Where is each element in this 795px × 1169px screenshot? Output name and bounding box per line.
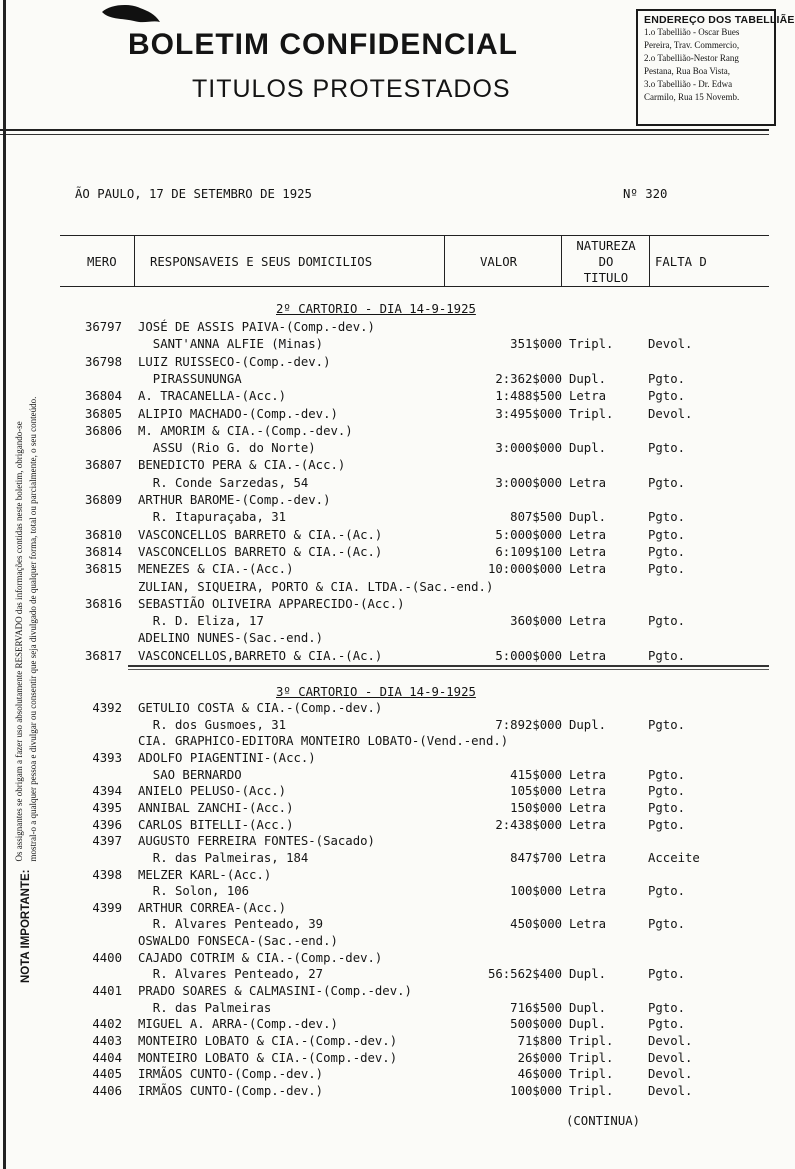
- address-line: Pestana, Rua Boa Vista,: [644, 66, 731, 76]
- entry-number: 4399: [92, 900, 122, 915]
- entry-value: 3:000$000: [495, 475, 562, 490]
- margin-note-line: Os assignantes se obrigam a fazer uso absolutamente RESERVADO das informações contidas neste boletim, obrigando-se: [14, 421, 24, 862]
- header-divider-thin: [0, 134, 769, 135]
- entry-name: R. dos Gusmoes, 31: [138, 717, 287, 732]
- address-line: 2.o Tabellião-Nestor Rang: [644, 53, 739, 63]
- table-row: [0, 562, 769, 578]
- entry-name: OSWALDO FONSECA-(Sac.-end.): [138, 934, 338, 949]
- table-row: [0, 701, 769, 717]
- table-row: [0, 1017, 769, 1033]
- entry-natureza: Letra: [569, 475, 607, 490]
- entry-natureza: Dupl.: [569, 510, 607, 525]
- entry-number: 4400: [92, 950, 122, 965]
- entry-value: 3:000$000: [495, 441, 562, 456]
- entry-name: CARLOS BITELLI-(Acc.): [138, 817, 294, 832]
- section-divider-thin: [128, 669, 769, 670]
- table-row: [0, 734, 769, 750]
- entry-number: 36807: [84, 458, 122, 473]
- entry-name: BENEDICTO PERA & CIA.-(Acc.): [138, 458, 346, 473]
- entry-value: 5:000$000: [495, 648, 562, 663]
- col-header-numero: MERO: [87, 255, 117, 269]
- table-row: [0, 649, 769, 665]
- entry-natureza: Letra: [569, 817, 607, 832]
- table-row: [0, 934, 769, 950]
- entry-natureza: Dupl.: [569, 967, 607, 982]
- table-row: [0, 528, 769, 544]
- entry-falta: Pgto.: [648, 1017, 686, 1032]
- table-row: [0, 355, 769, 371]
- margin-note-line: mostral-o a qualquer pessoa e divulgar ou consentir que seja divulgado de qualquer forma, total ou parcialmente, o seu conteúdo.: [28, 396, 38, 862]
- table-row: [0, 1084, 769, 1100]
- table-row: [0, 801, 769, 817]
- entry-name: R. das Palmeiras: [138, 1000, 272, 1015]
- entry-value: 56:562$400: [487, 967, 562, 982]
- column-divider: [561, 236, 562, 286]
- address-line: Carmilo, Rua 15 Novemb.: [644, 92, 740, 102]
- entry-falta: Pgto.: [648, 510, 686, 525]
- entry-number: 36798: [84, 354, 122, 369]
- table-row: [0, 851, 769, 867]
- entry-natureza: Dupl.: [569, 371, 607, 386]
- table-row: [0, 967, 769, 983]
- entry-value: 100$000: [510, 884, 562, 899]
- table-row: [0, 424, 769, 440]
- entry-name: R. Solon, 106: [138, 884, 250, 899]
- entry-number: 4405: [92, 1067, 122, 1082]
- entry-natureza: Letra: [569, 850, 607, 865]
- entry-falta: Pgto.: [648, 389, 686, 404]
- entry-natureza: Dupl.: [569, 1017, 607, 1032]
- entry-name: R. Alvares Penteado, 27: [138, 967, 324, 982]
- entry-value: 807$500: [510, 510, 562, 525]
- entry-falta: Pgto.: [648, 884, 686, 899]
- table-row: [0, 768, 769, 784]
- entry-falta: Acceite: [648, 850, 700, 865]
- entry-natureza: Letra: [569, 648, 607, 663]
- table-row: [0, 407, 769, 423]
- entry-number: 4401: [92, 984, 122, 999]
- entry-name: GETULIO COSTA & CIA.-(Comp.-dev.): [138, 701, 383, 715]
- entry-value: 6:109$100: [495, 544, 562, 559]
- section-divider: [128, 665, 769, 667]
- entry-name: VASCONCELLOS BARRETO & CIA.-(Ac.): [138, 544, 383, 559]
- entry-number: 4394: [92, 784, 122, 799]
- address-line: 1.o Tabellião - Oscar Bues: [644, 27, 740, 37]
- table-row: [0, 389, 769, 405]
- entry-natureza: Letra: [569, 784, 607, 799]
- table-row: [0, 784, 769, 800]
- entry-natureza: Tripl.: [569, 1083, 614, 1098]
- entry-value: 71$800: [517, 1034, 562, 1048]
- entry-natureza: Letra: [569, 562, 607, 577]
- addresses-title: ENDEREÇO DOS TABELLIÃE: [644, 14, 795, 26]
- entry-name: MONTEIRO LOBATO & CIA.-(Comp.-dev.): [138, 1050, 398, 1065]
- table-row: [0, 510, 769, 526]
- entry-value: 847$700: [510, 850, 562, 865]
- entry-name: ANIELO PELUSO-(Acc.): [138, 784, 287, 799]
- entry-number: 36806: [84, 423, 122, 438]
- table-row: [0, 320, 769, 336]
- entry-name: R. Conde Sarzedas, 54: [138, 475, 309, 490]
- entry-number: 36804: [84, 389, 122, 404]
- entry-name: ADELINO NUNES-(Sac.-end.): [138, 631, 324, 646]
- entry-falta: Pgto.: [648, 800, 686, 815]
- col-header-falta: FALTA D: [655, 255, 707, 269]
- entry-name: MONTEIRO LOBATO & CIA.-(Comp.-dev.): [138, 1034, 398, 1048]
- entry-value: 3:495$000: [495, 406, 562, 421]
- entry-name: ANNIBAL ZANCHI-(Acc.): [138, 800, 294, 815]
- table-row: [0, 337, 769, 353]
- entry-value: 351$000: [510, 337, 562, 352]
- entry-number: 36810: [84, 527, 122, 542]
- entry-name: VASCONCELLOS,BARRETO & CIA.-(Ac.): [138, 648, 383, 663]
- bulletin-title: BOLETIM CONFIDENCIAL: [128, 28, 518, 61]
- entry-natureza: Letra: [569, 800, 607, 815]
- entry-name: R. Alvares Penteado, 39: [138, 917, 324, 932]
- entry-value: 105$000: [510, 784, 562, 799]
- col-header-valor: VALOR: [480, 255, 518, 269]
- entry-number: 4403: [92, 1034, 122, 1048]
- entry-falta: Pgto.: [648, 614, 686, 629]
- table-row: [0, 868, 769, 884]
- entry-value: 100$000: [510, 1083, 562, 1098]
- table-header: [60, 235, 769, 287]
- column-divider: [649, 236, 650, 286]
- entry-name: SAO BERNARDO: [138, 767, 242, 782]
- entry-natureza: Letra: [569, 884, 607, 899]
- dateline: ÃO PAULO, 17 DE SETEMBRO DE 1925: [75, 187, 312, 201]
- table-row: [0, 818, 769, 834]
- entry-natureza: Tripl.: [569, 1034, 614, 1048]
- entry-falta: Pgto.: [648, 371, 686, 386]
- col-header-natureza: NATUREZA DO TITULO: [576, 239, 636, 285]
- entry-name: R. D. Eliza, 17: [138, 614, 264, 629]
- entry-name: ARTHUR BAROME-(Comp.-dev.): [138, 493, 331, 507]
- table-row: [0, 751, 769, 767]
- continua-label: (CONTINUA): [566, 1114, 641, 1128]
- entry-number: 4396: [92, 817, 122, 832]
- entry-number: 36814: [84, 544, 122, 559]
- column-divider: [444, 236, 445, 286]
- table-row: [0, 372, 769, 388]
- table-row: [0, 718, 769, 734]
- table-row: [0, 580, 769, 596]
- entry-value: 26$000: [517, 1050, 562, 1065]
- entry-natureza: Tripl.: [569, 337, 614, 352]
- entry-natureza: Tripl.: [569, 1050, 614, 1065]
- entry-name: SEBASTIÃO OLIVEIRA APPARECIDO-(Acc.): [138, 596, 405, 611]
- table-row: [0, 597, 769, 613]
- entry-name: IRMÃOS CUNTO-(Comp.-dev.): [138, 1067, 324, 1082]
- entry-natureza: Letra: [569, 917, 607, 932]
- entry-natureza: Letra: [569, 527, 607, 542]
- table-row: [0, 884, 769, 900]
- entry-name: A. TRACANELLA-(Acc.): [138, 389, 287, 404]
- entry-falta: Devol.: [648, 1034, 693, 1048]
- entry-falta: Devol.: [648, 1083, 693, 1098]
- entry-number: 4402: [92, 1017, 122, 1032]
- entry-number: 36816: [84, 596, 122, 611]
- entry-number: 4393: [92, 750, 122, 765]
- entry-falta: Pgto.: [648, 767, 686, 782]
- table-row: [0, 834, 769, 850]
- table-row: [0, 951, 769, 967]
- entry-natureza: Tripl.: [569, 406, 614, 421]
- entry-name: ARTHUR CORREA-(Acc.): [138, 900, 287, 915]
- entry-name: R. das Palmeiras, 184: [138, 850, 309, 865]
- table-row: [0, 458, 769, 474]
- entry-value: 1:488$500: [495, 389, 562, 404]
- entry-falta: Pgto.: [648, 441, 686, 456]
- entry-natureza: Letra: [569, 544, 607, 559]
- entry-number: 4397: [92, 834, 122, 849]
- entry-value: 360$000: [510, 614, 562, 629]
- table-row: [0, 1067, 769, 1083]
- entry-number: 4404: [92, 1050, 122, 1065]
- addresses-box: [636, 9, 795, 126]
- entry-value: 5:000$000: [495, 527, 562, 542]
- entry-falta: Pgto.: [648, 562, 686, 577]
- table-row: [0, 1051, 769, 1067]
- entry-name: ALIPIO MACHADO-(Comp.-dev.): [138, 406, 338, 421]
- entry-natureza: Dupl.: [569, 717, 607, 732]
- entry-falta: Pgto.: [648, 544, 686, 559]
- section-title: 2º CARTORIO - DIA 14-9-1925: [276, 302, 476, 316]
- entry-falta: Devol.: [648, 337, 693, 352]
- entry-name: IRMÃOS CUNTO-(Comp.-dev.): [138, 1083, 324, 1098]
- table-row: [0, 1001, 769, 1017]
- entry-name: PRADO SOARES & CALMASINI-(Comp.-dev.): [138, 984, 412, 999]
- entry-name: ASSU (Rio G. do Norte): [138, 441, 316, 456]
- entry-natureza: Letra: [569, 767, 607, 782]
- entry-falta: Pgto.: [648, 1000, 686, 1015]
- column-divider: [134, 236, 135, 286]
- entry-number: 4392: [92, 701, 122, 715]
- entry-name: R. Itapuraçaba, 31: [138, 510, 287, 525]
- entry-number: 4406: [92, 1083, 122, 1098]
- entry-value: 7:892$000: [495, 717, 562, 732]
- table-row: [0, 1034, 769, 1050]
- entry-value: 10:000$000: [487, 562, 562, 577]
- entry-value: 2:438$000: [495, 817, 562, 832]
- table-row: [0, 917, 769, 933]
- table-row: [0, 476, 769, 492]
- table-row: [0, 614, 769, 630]
- entry-name: VASCONCELLOS BARRETO & CIA.-(Ac.): [138, 527, 383, 542]
- entry-falta: Devol.: [648, 406, 693, 421]
- address-line: Pereira, Trav. Commercio,: [644, 40, 740, 50]
- entry-falta: Devol.: [648, 1050, 693, 1065]
- margin-note-label: NOTA IMPORTANTE:: [20, 869, 32, 983]
- entry-number: 4395: [92, 800, 122, 815]
- entry-value: 500$000: [510, 1017, 562, 1032]
- col-header-responsaveis: RESPONSAVEIS E SEUS DOMICILIOS: [150, 255, 373, 269]
- entry-number: 36815: [84, 562, 122, 577]
- entry-falta: Pgto.: [648, 967, 686, 982]
- entry-falta: Pgto.: [648, 648, 686, 663]
- entry-number: 4398: [92, 867, 122, 882]
- entry-falta: Pgto.: [648, 527, 686, 542]
- bulletin-number: Nº 320: [623, 187, 668, 201]
- entry-name: ADOLFO PIAGENTINI-(Acc.): [138, 750, 316, 765]
- entry-name: CIA. GRAPHICO-EDITORA MONTEIRO LOBATO-(Vend.-end.): [138, 734, 509, 749]
- entry-number: 36805: [84, 406, 122, 421]
- table-row: [0, 901, 769, 917]
- entry-name: ZULIAN, SIQUEIRA, PORTO & CIA. LTDA.-(Sac.-end.): [138, 579, 494, 594]
- entry-value: 2:362$000: [495, 371, 562, 386]
- entry-number: 36809: [84, 493, 122, 507]
- entry-name: SANT'ANNA ALFIE (Minas): [138, 337, 324, 352]
- entry-number: 36817: [84, 648, 122, 663]
- table-row: [0, 545, 769, 561]
- entry-name: PIRASSUNUNGA: [138, 371, 242, 386]
- entry-natureza: Letra: [569, 389, 607, 404]
- entry-falta: Pgto.: [648, 475, 686, 490]
- entry-name: MIGUEL A. ARRA-(Comp.-dev.): [138, 1017, 338, 1032]
- entry-name: CAJADO COTRIM & CIA.-(Comp.-dev.): [138, 950, 383, 965]
- entry-name: JOSÉ DE ASSIS PAIVA-(Comp.-dev.): [138, 320, 375, 334]
- table-row: [0, 631, 769, 647]
- ink-blot-mark: [100, 2, 162, 28]
- entry-value: 415$000: [510, 767, 562, 782]
- entry-falta: Pgto.: [648, 717, 686, 732]
- entry-falta: Devol.: [648, 1067, 693, 1082]
- entry-falta: Pgto.: [648, 817, 686, 832]
- entry-falta: Pgto.: [648, 784, 686, 799]
- entry-natureza: Tripl.: [569, 1067, 614, 1082]
- address-line: 3.o Tabellião - Dr. Edwa: [644, 79, 733, 89]
- entry-value: 716$500: [510, 1000, 562, 1015]
- entry-name: MELZER KARL-(Acc.): [138, 867, 272, 882]
- table-row: [0, 493, 769, 509]
- entry-value: 450$000: [510, 917, 562, 932]
- entry-name: MENEZES & CIA.-(Acc.): [138, 562, 294, 577]
- entry-value: 150$000: [510, 800, 562, 815]
- bulletin-subtitle: TITULOS PROTESTADOS: [192, 75, 511, 103]
- entry-natureza: Letra: [569, 614, 607, 629]
- entry-falta: Pgto.: [648, 917, 686, 932]
- entry-natureza: Dupl.: [569, 1000, 607, 1015]
- section-title: 3º CARTORIO - DIA 14-9-1925: [276, 685, 476, 699]
- entry-value: 46$000: [517, 1067, 562, 1082]
- entry-number: 36797: [84, 320, 122, 334]
- entry-name: M. AMORIM & CIA.-(Comp.-dev.): [138, 423, 353, 438]
- entry-name: LUIZ RUISSECO-(Comp.-dev.): [138, 354, 331, 369]
- entry-name: AUGUSTO FERREIRA FONTES-(Sacado): [138, 834, 375, 849]
- entry-natureza: Dupl.: [569, 441, 607, 456]
- header-divider: [0, 129, 769, 131]
- table-row: [0, 984, 769, 1000]
- table-row: [0, 441, 769, 457]
